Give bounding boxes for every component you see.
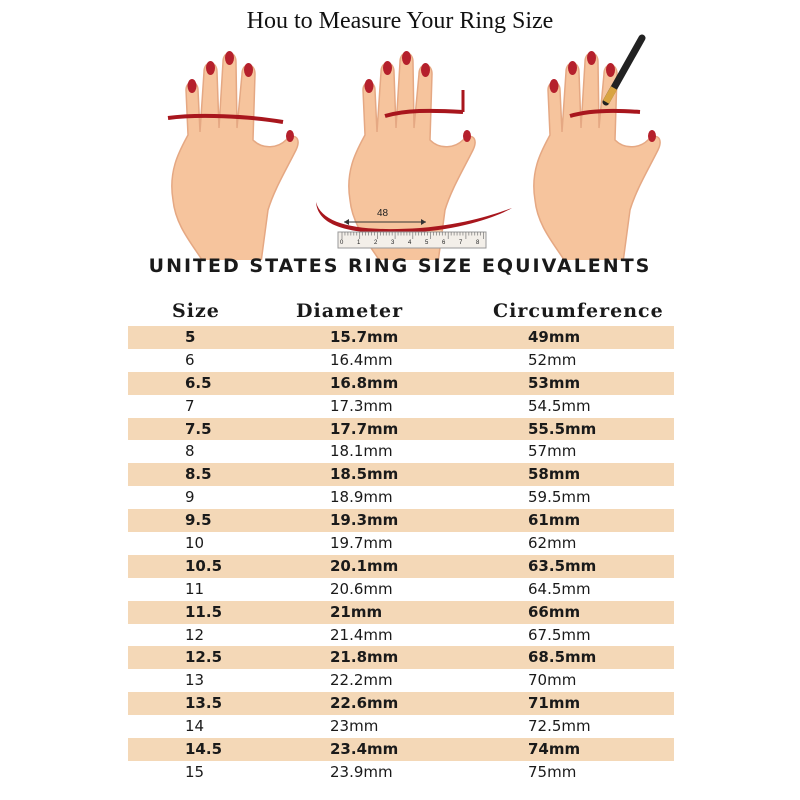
diameter-cell: 20.6mm — [330, 579, 393, 598]
diameter-cell: 23.9mm — [330, 762, 393, 781]
ruler-tick-label: 4 — [408, 240, 412, 246]
diameter-cell: 22.6mm — [330, 694, 399, 713]
diameter-cell: 21mm — [330, 602, 383, 621]
ruler-tick-labels — [338, 240, 488, 250]
circumference-cell: 62mm — [528, 534, 577, 553]
size-cell: 6 — [185, 350, 195, 369]
circumference-cell: 63.5mm — [528, 556, 597, 575]
circumference-cell: 53mm — [528, 373, 581, 392]
circumference-cell: 59.5mm — [528, 488, 591, 507]
ruler-tick-label: 2 — [374, 240, 378, 246]
ruler-tick-label: 0 — [340, 240, 344, 246]
hand-left — [168, 51, 298, 260]
header-size: Size — [172, 300, 220, 322]
table-row — [128, 418, 674, 441]
header-circumference: Circumference — [493, 300, 664, 322]
size-cell: 15 — [185, 762, 205, 781]
table-header — [128, 298, 674, 326]
ring-size-table — [128, 298, 674, 784]
circumference-cell: 64.5mm — [528, 579, 591, 598]
size-cell: 8.5 — [185, 465, 212, 484]
diameter-cell: 17.7mm — [330, 419, 399, 438]
diameter-cell: 15.7mm — [330, 328, 399, 346]
size-cell: 10 — [185, 534, 205, 553]
circumference-cell: 67.5mm — [528, 625, 591, 644]
ruler-tick-label: 7 — [459, 240, 463, 246]
table-row — [128, 601, 674, 624]
table-row — [128, 509, 674, 532]
table-row — [128, 486, 674, 509]
diameter-cell: 16.4mm — [330, 350, 393, 369]
circumference-cell: 71mm — [528, 694, 581, 713]
ruler-measure-label: 48 — [377, 208, 389, 219]
table-heading: UNITED STATES RING SIZE EQUIVALENTS — [148, 255, 652, 277]
table-row — [128, 715, 674, 738]
size-cell: 7 — [185, 396, 195, 415]
size-cell: 10.5 — [185, 556, 223, 575]
circumference-cell: 49mm — [528, 328, 581, 346]
size-cell: 11 — [185, 579, 205, 598]
ruler-tick-label: 6 — [442, 240, 446, 246]
ruler-tick-label: 1 — [357, 240, 361, 246]
table-row — [128, 624, 674, 647]
circumference-cell: 57mm — [528, 442, 577, 461]
size-cell: 12 — [185, 625, 205, 644]
size-cell: 13 — [185, 671, 205, 690]
diameter-cell: 18.1mm — [330, 442, 393, 461]
circumference-cell: 74mm — [528, 740, 581, 759]
diameter-cell: 18.9mm — [330, 488, 393, 507]
ruler-tick-label: 5 — [425, 240, 429, 246]
size-cell: 7.5 — [185, 419, 212, 438]
size-cell: 14.5 — [185, 740, 223, 759]
table-row — [128, 372, 674, 395]
circumference-cell: 66mm — [528, 602, 581, 621]
diameter-cell: 19.3mm — [330, 511, 399, 530]
circumference-cell: 55.5mm — [528, 419, 597, 438]
table-row — [128, 555, 674, 578]
table-row — [128, 578, 674, 601]
table-row — [128, 532, 674, 555]
table-row — [128, 669, 674, 692]
table-row — [128, 395, 674, 418]
table-row — [128, 761, 674, 784]
table-row — [128, 326, 674, 349]
diameter-cell: 22.2mm — [330, 671, 393, 690]
header-diameter: Diameter — [296, 300, 404, 322]
size-cell: 13.5 — [185, 694, 223, 713]
diameter-cell: 21.4mm — [330, 625, 393, 644]
diameter-cell: 21.8mm — [330, 648, 399, 667]
size-cell: 6.5 — [185, 373, 212, 392]
diameter-cell: 23.4mm — [330, 740, 399, 759]
size-cell: 9.5 — [185, 511, 212, 530]
circumference-cell: 61mm — [528, 511, 581, 530]
size-cell: 12.5 — [185, 648, 223, 667]
table-row — [128, 738, 674, 761]
size-cell: 11.5 — [185, 602, 223, 621]
size-cell: 9 — [185, 488, 195, 507]
circumference-cell: 72.5mm — [528, 717, 591, 736]
circumference-cell: 52mm — [528, 350, 577, 369]
diameter-cell: 18.5mm — [330, 465, 399, 484]
table-row — [128, 349, 674, 372]
size-cell: 14 — [185, 717, 205, 736]
table-body — [128, 326, 674, 784]
size-cell: 8 — [185, 442, 195, 461]
circumference-cell: 58mm — [528, 465, 581, 484]
circumference-cell: 70mm — [528, 671, 577, 690]
ruler-tick-label: 8 — [476, 240, 480, 246]
table-row — [128, 440, 674, 463]
diameter-cell: 20.1mm — [330, 556, 399, 575]
size-cell: 5 — [185, 328, 196, 346]
diameter-cell: 16.8mm — [330, 373, 399, 392]
circumference-cell: 54.5mm — [528, 396, 591, 415]
measurement-illustration — [0, 0, 800, 260]
diameter-cell: 23mm — [330, 717, 379, 736]
table-row — [128, 692, 674, 715]
ruler-tick-label: 3 — [391, 240, 395, 246]
table-row — [128, 463, 674, 486]
hand-right — [534, 38, 660, 260]
circumference-cell: 68.5mm — [528, 648, 597, 667]
page-title: Hou to Measure Your Ring Size — [246, 8, 554, 34]
table-row — [128, 646, 674, 669]
diameter-cell: 17.3mm — [330, 396, 393, 415]
diameter-cell: 19.7mm — [330, 534, 393, 553]
circumference-cell: 75mm — [528, 762, 577, 781]
